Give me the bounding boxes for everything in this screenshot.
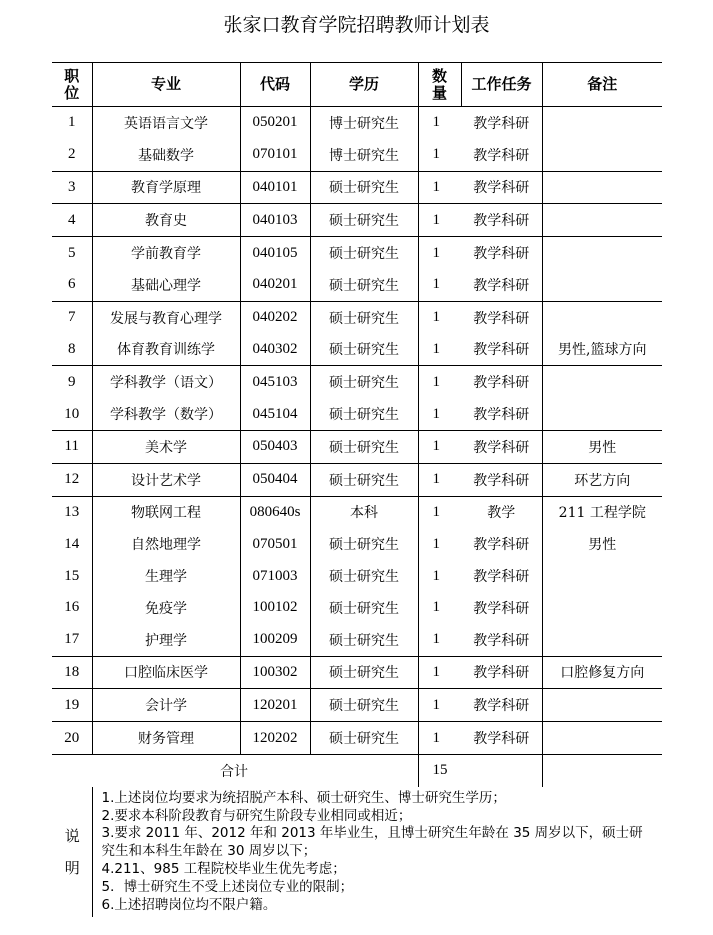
row-task: 教学科研 [461, 301, 542, 333]
row-major: 学前教育学 [92, 237, 240, 269]
row-count: 1 [432, 599, 440, 616]
row-index: 20 [52, 722, 92, 755]
row-code: 040103 [240, 204, 310, 237]
row-remark [542, 592, 662, 624]
row-index: 11 [52, 430, 92, 463]
row-index: 16 [52, 592, 92, 624]
row-count: 1 [432, 471, 440, 488]
row-degree: 硕士研究生 [310, 269, 418, 301]
row-major: 免疫学 [92, 592, 240, 624]
row-index: 19 [52, 689, 92, 722]
row-major: 设计艺术学 [92, 463, 240, 496]
row-remark [542, 689, 662, 722]
header-index: 职位 [52, 63, 92, 107]
header-count: 数量 [418, 63, 461, 107]
row-remark: 男性 [588, 439, 617, 456]
row-task: 教学科研 [461, 689, 542, 722]
row-task: 教学科研 [461, 269, 542, 301]
row-major: 生理学 [92, 560, 240, 592]
row-index: 17 [52, 624, 92, 656]
row-index: 2 [52, 139, 92, 171]
row-index: 4 [52, 204, 92, 237]
row-task: 教学科研 [461, 656, 542, 689]
row-degree: 本科 [310, 496, 418, 528]
row-count: 1 [432, 729, 440, 746]
row-major: 美术学 [92, 430, 240, 463]
note-item: 5．博士研究生不受上述岗位专业的限制； [101, 878, 354, 895]
row-count: 1 [432, 340, 440, 357]
row-code: 050404 [240, 463, 310, 496]
row-index: 8 [52, 334, 92, 366]
row-degree: 硕士研究生 [310, 689, 418, 722]
row-task: 教学科研 [461, 624, 542, 656]
row-remark [542, 204, 662, 237]
row-remark [542, 237, 662, 269]
row-remark: 男性,篮球方向 [558, 342, 647, 359]
row-major: 护理学 [92, 624, 240, 656]
row-major: 英语语言文学 [92, 107, 240, 139]
header-remark: 备注 [587, 75, 618, 93]
row-degree: 硕士研究生 [310, 656, 418, 689]
row-index: 7 [52, 301, 92, 333]
row-code: 040201 [240, 269, 310, 301]
row-count: 1 [432, 503, 440, 520]
row-remark [542, 301, 662, 333]
row-degree: 博士研究生 [310, 107, 418, 139]
row-remark: 男性 [588, 537, 617, 554]
table-body [52, 107, 662, 755]
total-value: 15 [432, 762, 448, 779]
table-row [52, 269, 662, 301]
table-row [52, 528, 662, 560]
row-task: 教学科研 [461, 204, 542, 237]
recruitment-table [52, 62, 662, 917]
row-index: 10 [52, 398, 92, 430]
row-major: 基础数学 [92, 139, 240, 171]
row-remark [542, 139, 662, 171]
table-row [52, 204, 662, 237]
note-item: 4.211、985 工程院校毕业生优先考虑； [101, 860, 346, 877]
row-count: 1 [432, 373, 440, 390]
table-row [52, 592, 662, 624]
row-degree: 博士研究生 [310, 139, 418, 171]
row-index: 9 [52, 366, 92, 398]
row-task: 教学科研 [461, 398, 542, 430]
row-degree: 硕士研究生 [310, 560, 418, 592]
row-code: 120202 [240, 722, 310, 755]
row-code: 050201 [240, 107, 310, 139]
row-degree: 硕士研究生 [310, 592, 418, 624]
row-task: 教学科研 [461, 528, 542, 560]
row-major: 自然地理学 [92, 528, 240, 560]
table-row [52, 624, 662, 656]
table-row [52, 171, 662, 204]
table-row [52, 656, 662, 689]
row-code: 120201 [240, 689, 310, 722]
row-remark [542, 722, 662, 755]
row-task: 教学科研 [461, 334, 542, 366]
row-task: 教学科研 [461, 107, 542, 139]
table-row [52, 107, 662, 139]
header-major: 专业 [92, 63, 240, 107]
row-code: 080640s [240, 496, 310, 528]
row-count: 1 [432, 438, 440, 455]
row-task: 教学科研 [461, 237, 542, 269]
row-remark [542, 560, 662, 592]
row-code: 070101 [240, 139, 310, 171]
row-remark [542, 398, 662, 430]
row-degree: 硕士研究生 [310, 430, 418, 463]
row-major: 基础心理学 [92, 269, 240, 301]
row-remark: 211 工程学院 [558, 505, 646, 522]
notes-list [92, 787, 662, 918]
row-code: 040202 [240, 301, 310, 333]
row-task: 教学科研 [461, 592, 542, 624]
table-row [52, 139, 662, 171]
row-task: 教学科研 [461, 366, 542, 398]
table-row [52, 560, 662, 592]
row-major: 口腔临床医学 [92, 656, 240, 689]
row-count: 1 [432, 114, 440, 131]
row-index: 6 [52, 269, 92, 301]
row-major: 会计学 [92, 689, 240, 722]
row-task: 教学科研 [461, 463, 542, 496]
row-degree: 硕士研究生 [310, 528, 418, 560]
row-code: 070501 [240, 528, 310, 560]
header-row [52, 63, 662, 107]
table-row [52, 689, 662, 722]
page-title: 张家口教育学院招聘教师计划表 [223, 14, 490, 36]
row-remark [542, 366, 662, 398]
row-remark [542, 269, 662, 301]
row-task: 教学科研 [461, 430, 542, 463]
notes-label [52, 787, 92, 918]
row-remark [542, 107, 662, 139]
row-code: 100302 [240, 656, 310, 689]
table-row [52, 722, 662, 755]
row-remark [542, 171, 662, 204]
note-item: 6.上述招聘岗位均不限户籍。 [101, 896, 277, 913]
row-degree: 硕士研究生 [310, 398, 418, 430]
row-code: 050403 [240, 430, 310, 463]
row-index: 1 [52, 107, 92, 139]
row-count: 1 [432, 276, 440, 293]
row-remark: 环艺方向 [574, 472, 631, 489]
row-code: 071003 [240, 560, 310, 592]
row-remark [542, 624, 662, 656]
row-index: 5 [52, 237, 92, 269]
row-code: 040101 [240, 171, 310, 204]
header-code: 代码 [240, 63, 310, 107]
total-label: 合计 [52, 754, 418, 786]
row-degree: 硕士研究生 [310, 624, 418, 656]
table-row [52, 430, 662, 463]
row-task: 教学 [461, 496, 542, 528]
row-count: 1 [432, 146, 440, 163]
row-major: 发展与教育心理学 [92, 301, 240, 333]
table-row [52, 463, 662, 496]
row-index: 12 [52, 463, 92, 496]
row-degree: 硕士研究生 [310, 366, 418, 398]
table-row [52, 237, 662, 269]
row-code: 040302 [240, 334, 310, 366]
row-major: 教育史 [92, 204, 240, 237]
row-major: 物联网工程 [92, 496, 240, 528]
row-remark: 口腔修复方向 [560, 665, 645, 682]
row-major: 学科教学（数学） [92, 398, 240, 430]
row-index: 14 [52, 528, 92, 560]
notes-label-text: 说明 [64, 827, 80, 878]
row-count: 1 [432, 405, 440, 422]
row-degree: 硕士研究生 [310, 171, 418, 204]
header-task: 工作任务 [461, 63, 542, 107]
row-degree: 硕士研究生 [310, 334, 418, 366]
row-code: 040105 [240, 237, 310, 269]
header-degree: 学历 [310, 63, 418, 107]
row-count: 1 [432, 211, 440, 228]
row-code: 045103 [240, 366, 310, 398]
row-code: 100209 [240, 624, 310, 656]
row-degree: 硕士研究生 [310, 463, 418, 496]
note-item: 1.上述岗位均要求为统招脱产本科、硕士研究生、博士研究生学历； [101, 789, 506, 806]
row-task: 教学科研 [461, 560, 542, 592]
row-index: 18 [52, 656, 92, 689]
row-major: 学科教学（语文） [92, 366, 240, 398]
total-row [52, 754, 662, 786]
note-item: 3.要求 2011 年、2012 年和 2013 年毕业生，且博士研究生年龄在 35 周岁以下，硕士研究生和本科生年龄在 30 周岁以下； [101, 825, 643, 860]
row-major: 财务管理 [92, 722, 240, 755]
table-row [52, 496, 662, 528]
row-count: 1 [432, 535, 440, 552]
row-degree: 硕士研究生 [310, 301, 418, 333]
row-index: 15 [52, 560, 92, 592]
table-row [52, 366, 662, 398]
row-count: 1 [432, 696, 440, 713]
row-code: 100102 [240, 592, 310, 624]
row-major: 教育学原理 [92, 171, 240, 204]
row-degree: 硕士研究生 [310, 722, 418, 755]
row-count: 1 [432, 244, 440, 261]
row-index: 3 [52, 171, 92, 204]
note-item: 2.要求本科阶段教育与研究生阶段专业相同或相近； [101, 807, 412, 824]
row-task: 教学科研 [461, 139, 542, 171]
row-task: 教学科研 [461, 722, 542, 755]
row-count: 1 [432, 567, 440, 584]
row-count: 1 [432, 309, 440, 326]
row-degree: 硕士研究生 [310, 204, 418, 237]
row-major: 体育教育训练学 [92, 334, 240, 366]
row-count: 1 [432, 663, 440, 680]
table-row [52, 398, 662, 430]
row-index: 13 [52, 496, 92, 528]
row-degree: 硕士研究生 [310, 237, 418, 269]
row-count: 1 [432, 178, 440, 195]
row-task: 教学科研 [461, 171, 542, 204]
table-row [52, 334, 662, 366]
row-code: 045104 [240, 398, 310, 430]
notes-row [52, 787, 662, 918]
row-count: 1 [432, 631, 440, 648]
table-row [52, 301, 662, 333]
